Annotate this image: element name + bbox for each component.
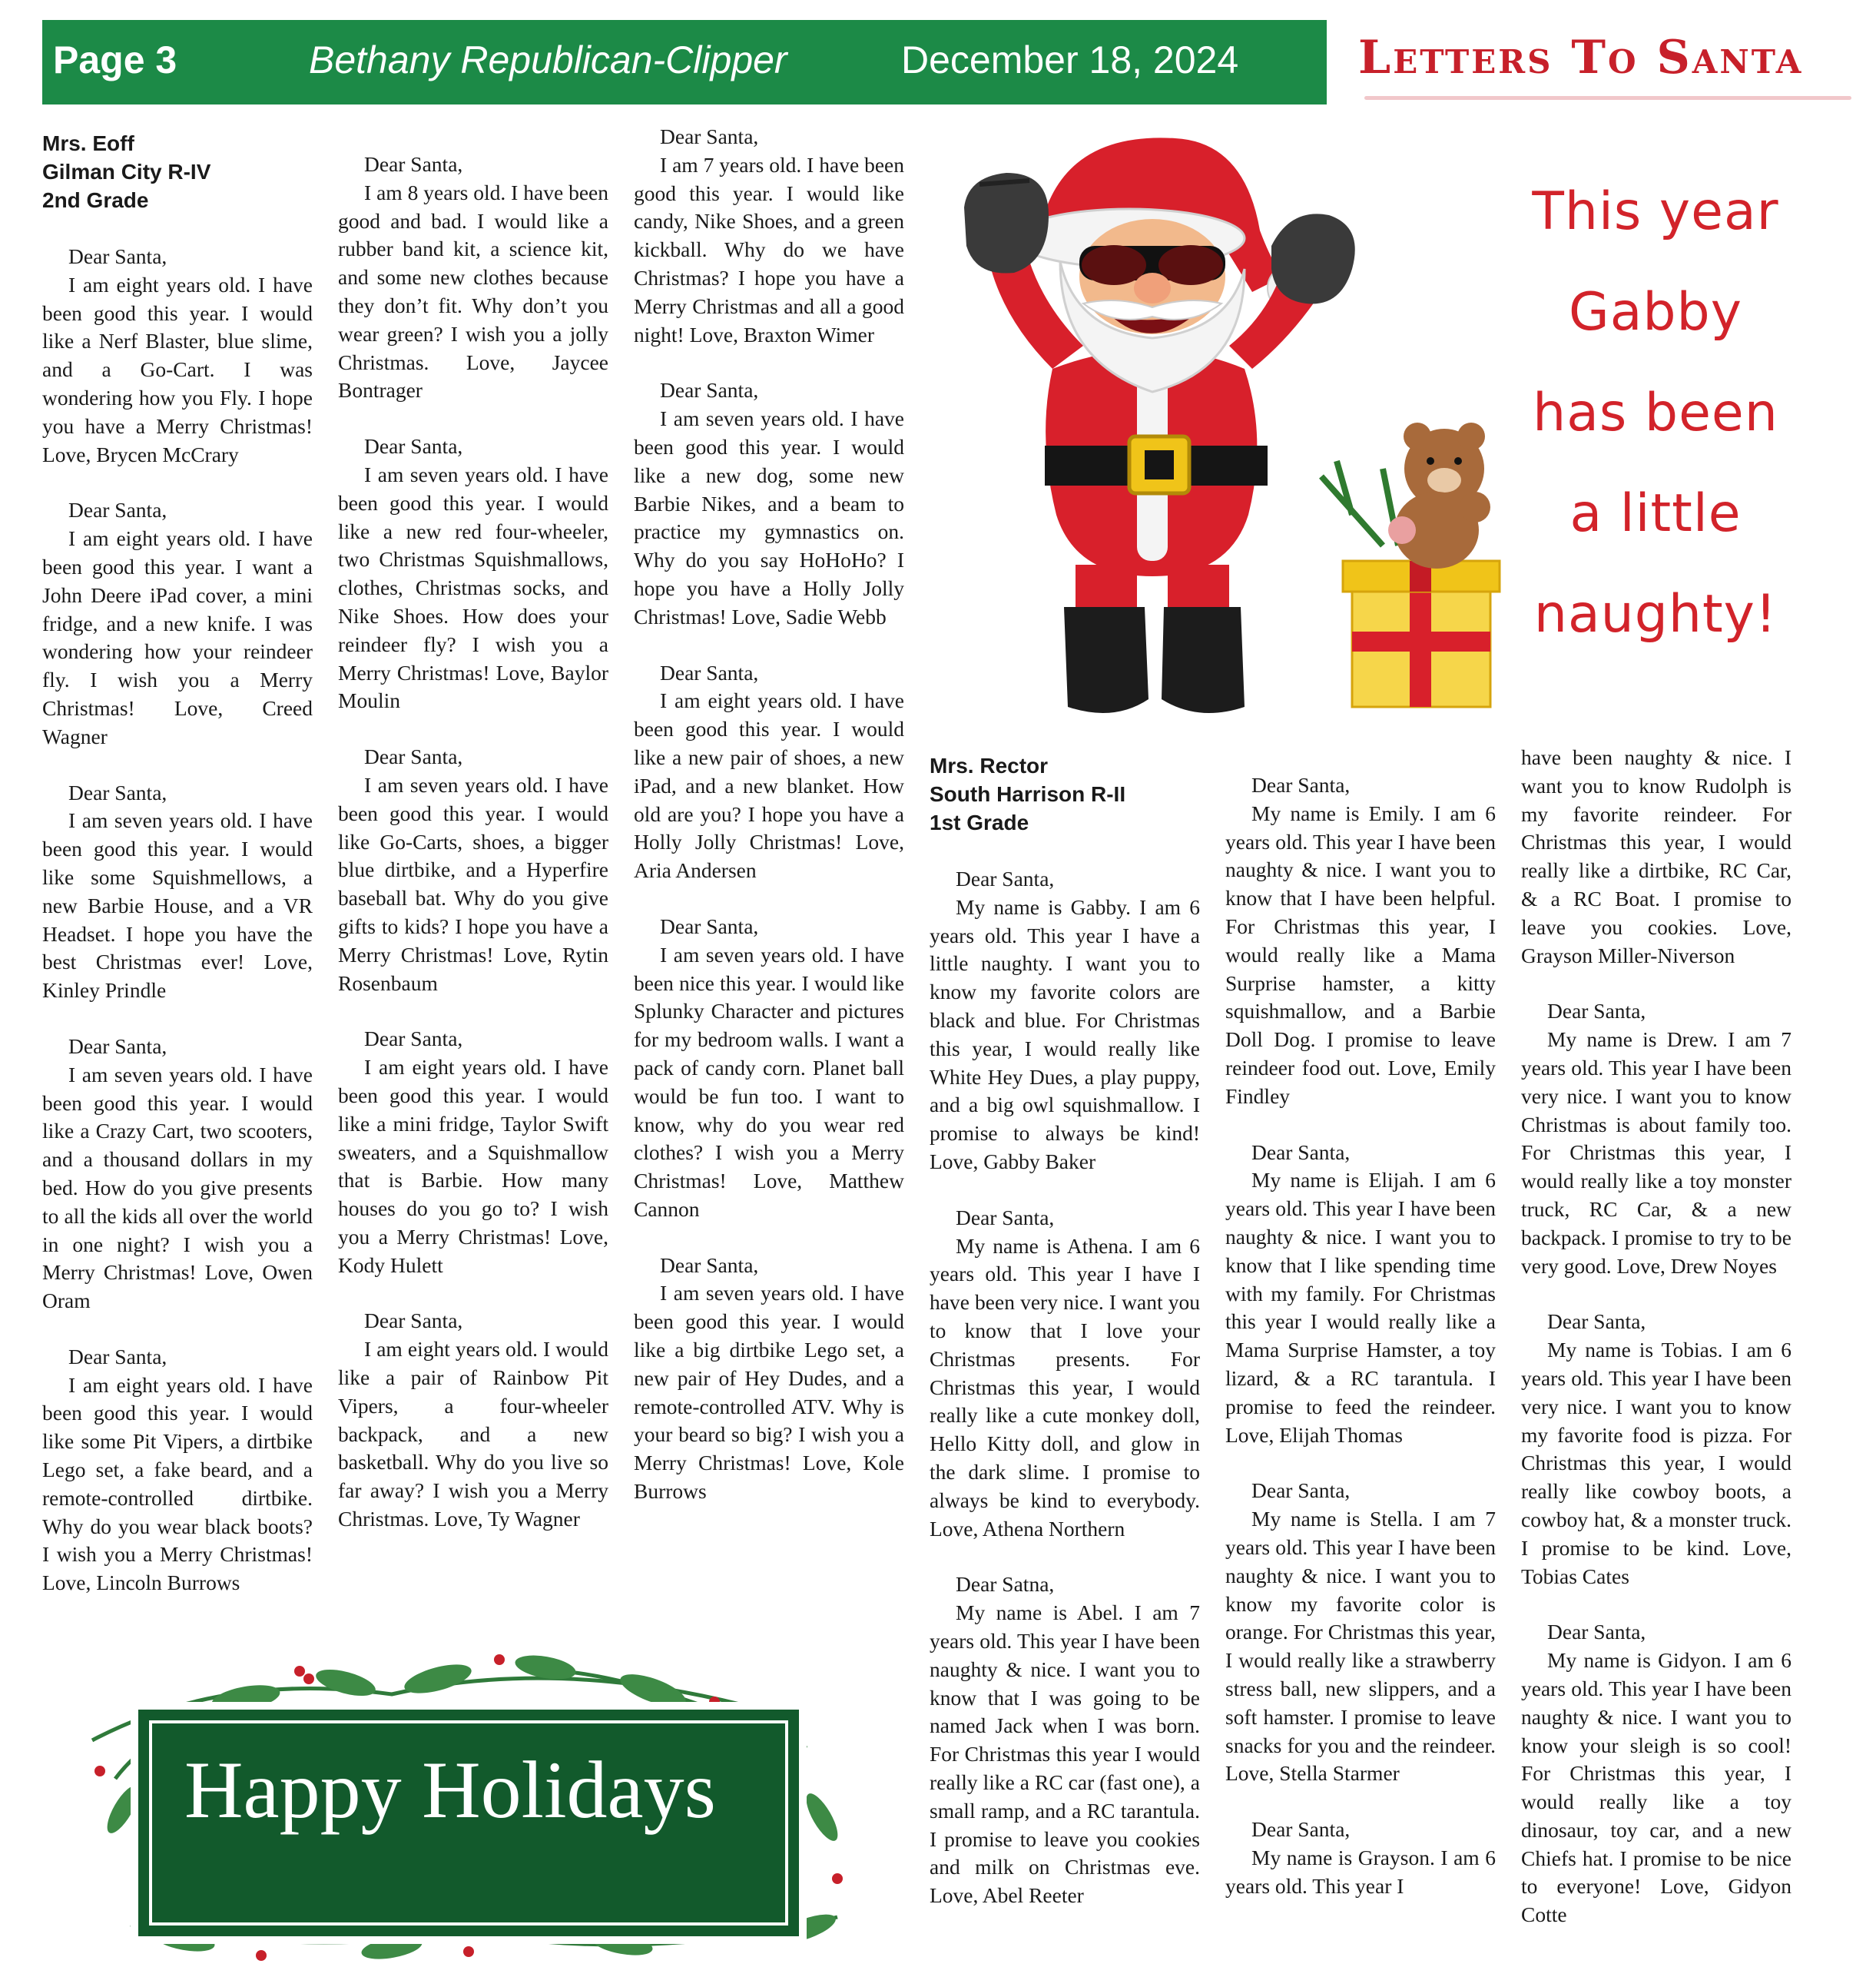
letter-body: I am eight years old. I have been good this year. I would like a Nerf Blaster, blue slime, and a Go-Cart. I was wondering how you Fly. I hope you have a Merry Christmas! Love, Brycen McCrary — [42, 272, 313, 466]
letter — [930, 865, 1200, 1176]
letter-body: My name is Abel. I am 7 years old. This year I have been naughty & nice. I want you to know that I was going to be named Jack when I was born. For Christmas this year I would really like a RC car (fast one), a small ramp, and a RC tarantula. I promise to leave you cookies and milk on Christmas eve. Love, Abel Reeter — [930, 1600, 1200, 1908]
letter — [42, 779, 313, 1005]
letter-salutation: Dear Santa, — [660, 660, 759, 685]
letter-salutation: Dear Santa, — [1251, 1139, 1351, 1164]
teacher-name: Mrs. Rector — [930, 754, 1049, 778]
letter-body: I am seven years old. I have been nice this year. I would like Splunky Character and pictures for my bedroom walls. I want a pack of candy corn. Planet ball would be fun too. I want to know, why do you wear red clothes? I wish you a Merry Christmas! Love, Matthew Cannon — [634, 942, 904, 1221]
letter — [338, 433, 608, 715]
note-line: naughty! — [1533, 584, 1778, 645]
letter-salutation: Dear Santa, — [956, 867, 1055, 891]
note-line: Gabby — [1569, 282, 1742, 343]
letter-salutation: Dear Santa, — [364, 745, 463, 769]
letter — [634, 913, 904, 1224]
letter-body: I am seven years old. I have been good this year. I would like Go-Carts, shoes, a bigger blue dirtbike, and a Hyperfire baseball bat. Why do you give gifts to kids? I hope you have a Merry Christmas! Love, Rytin Rosenbaum — [338, 772, 608, 995]
letter — [1225, 771, 1496, 1111]
letter-body: My name is Elijah. I am 6 years old. This year I have been naughty & nice. I want you to know that I like spending time with my family. For Christmas this year I would really like a Mama Surprise Hamster, a toy lizard, & a RC tarantula. I promise to feed the reindeer. Love, Elijah Thomas — [1225, 1168, 1496, 1447]
column-3 — [634, 123, 904, 1534]
letter-body: I am eight years old. I have been good this year. I want a John Deere iPad cover, a mini fridge, and a new knife. I was wondering how your reindeer fly. I wish you a Merry Christmas! Love, Creed Wagner — [42, 526, 313, 748]
note-line: a little — [1569, 483, 1742, 544]
letter-body: My name is Emily. I am 6 years old. This year I have been naughty & nice. I want you to know that I have been helpful. For Christmas this year, I would really like a Mama Surprise hamster, a kitty squishmallow, and a Barbie Doll Dog. I promise to leave reindeer food out. Love, Emily Findley — [1225, 801, 1496, 1108]
letter-body: have been naughty & nice. I want you to know Rudolph is my favorite reindeer. For Christmas this year, I would really like a dirtbike, RC Car, & a RC Boat. I promise to leave you cookies. Love, Grayson Miller-Niverson — [1521, 745, 1791, 967]
issue-date: December 18, 2024 — [901, 38, 1239, 81]
section-title: Letters To Santa — [1358, 23, 1858, 108]
letter-salutation: Dear Santa, — [956, 1205, 1055, 1229]
note-line: has been — [1533, 383, 1778, 443]
letter — [930, 1571, 1200, 1910]
letter-body: I am seven years old. I have been good this year. I would like some Squishmellows, a new Barbie House, and a VR Headset. I hope you have the best Christmas ever! Love, Kinley Prindle — [42, 808, 313, 1003]
column-6 — [1521, 744, 1791, 1957]
letter — [634, 1252, 904, 1506]
letter-salutation: Dear Santa, — [660, 124, 759, 148]
letter-body: I am 7 years old. I have been good this year. I would like candy, Nike Shoes, and a green kickball. Why do we have Christmas? I hope you have a Merry Christmas and all a good night! Love, Braxton Wimer — [634, 152, 904, 347]
column-5 — [1225, 771, 1496, 1928]
letter-salutation: Dear Santa, — [1547, 1309, 1646, 1334]
letter — [338, 1307, 608, 1533]
letter-salutation: Dear Santa, — [68, 780, 167, 804]
letter-salutation: Dear Santa, — [364, 1309, 463, 1333]
letter — [1225, 1139, 1496, 1450]
teacher-heading — [930, 751, 1200, 837]
letter-body: My name is Grayson. I am 6 years old. This year I — [1225, 1845, 1496, 1898]
letter — [42, 1033, 313, 1315]
letter-body: I am eight years old. I would like a pair of Rainbow Pit Vipers, a four-wheeler backpack, and a new basketball. Why do you live so far away? I wish you a Merry Christmas. Love, Ty Wagner — [338, 1337, 608, 1531]
column-4 — [930, 751, 1200, 1938]
letter — [1521, 1618, 1791, 1929]
letter-salutation: Dear Santa, — [1547, 999, 1646, 1023]
letter — [634, 376, 904, 631]
letter-body: I am eight years old. I have been good this year. I would like some Pit Vipers, a dirtbike Lego set, a fake beard, and a remote-controlled dirtbike. Why do you wear black boots? I wish you a Merry Christmas! Love, Lincoln Burrows — [42, 1372, 313, 1595]
teacher-heading — [42, 129, 313, 214]
santa-illustration — [922, 115, 1506, 738]
letter — [338, 151, 608, 405]
letter — [42, 1343, 313, 1597]
letter-salutation: Dear Satna, — [956, 1572, 1055, 1597]
letter-salutation: Dear Santa, — [68, 244, 167, 268]
letter — [338, 1025, 608, 1279]
letter-body: I am seven years old. I have been good this year. I would like a Crazy Cart, two scooters, and a thousand dollars in my bed. How do you give presents to all the kids all over the world in one night? I wish you a Merry Christmas! Love, Owen Oram — [42, 1062, 313, 1313]
letter-body: My name is Gidyon. I am 6 years old. This year I have been naughty & nice. I want you to know your sleigh is so cool! For Christmas this year, I would really like a toy dinosaur, toy car, and a new Chiefs hat. I promise to be nice to everyone! Love, Gidyon Cotte — [1521, 1648, 1791, 1927]
letter — [1521, 997, 1791, 1280]
letter — [930, 1204, 1200, 1544]
letter-body: I am eight years old. I have been good this year. I would like a new pair of shoes, a new iPad, and a new blanket. How old are you? I hope you have a Holly Jolly Christmas! Love, Aria Andersen — [634, 688, 904, 883]
letter-body: I am 8 years old. I have been good and bad. I would like a rubber band kit, a science kit, and some new clothes because they don’t fit. Why don’t you wear green? I wish you a jolly Christmas. Love, Jaycee Bontrager — [338, 180, 608, 403]
letter-body: I am seven years old. I have been good this year. I would like a new dog, some new Barbie Nikes, and a beam to practice my gymnastics on. Why do you say HoHoHo? I hope you have a Holly Jolly Christmas! Love, Sadie Webb — [634, 406, 904, 629]
letter-salutation: Dear Santa, — [364, 152, 463, 176]
letter — [42, 496, 313, 751]
letter-body: My name is Drew. I am 7 years old. This year I have been very nice. I want you to know Christmas is about family too. For Christmas this year, I would really like a toy monster truck, RC Car, & a new backpack. I promise to try to be very good. Love, Drew Noyes — [1521, 1027, 1791, 1278]
letter-body: I am seven years old. I have been good this year. I would like a big dirtbike Lego set, a new pair of Hey Dudes, and a remote-controlled ATV. Why is your beard so big? I wish you a Merry Christmas! Love, Kole Burrows — [634, 1281, 904, 1504]
letter — [42, 243, 313, 469]
teacher-name: Mrs. Eoff — [42, 131, 134, 155]
letter-salutation: Dear Santa, — [1251, 773, 1351, 797]
column-1 — [42, 129, 313, 1625]
grade-name: 1st Grade — [930, 811, 1029, 834]
happy-holidays-text: Happy Holidays — [184, 1745, 716, 1835]
letter-body: My name is Tobias. I am 6 years old. This year I have been very nice. I want you to know my favorite food is pizza. For Christmas this year, I would really like cowboy boots, a cowboy hat, & a monster truck. I promise to be kind. Love, Tobias Cates — [1521, 1338, 1791, 1588]
page-number: Page 3 — [53, 38, 177, 81]
letter-salutation: Dear Santa, — [364, 1027, 463, 1051]
letter-salutation: Dear Santa, — [68, 1344, 167, 1368]
letter-salutation: Dear Santa, — [1251, 1478, 1351, 1503]
letter-body: My name is Athena. I am 6 years old. This year I have I have been very nice. I want you to know that I love your Christmas presents. For Christmas this year, I would really like a cute monkey doll, Hello Kitty doll, and glow in the dark slime. I promise to always be kind to everybody. Love, Athena Northern — [930, 1233, 1200, 1541]
school-name: South Harrison R-II — [930, 782, 1126, 806]
letter — [1225, 1816, 1496, 1900]
letter-salutation: Dear Santa, — [660, 914, 759, 938]
note-line: This year — [1532, 181, 1779, 242]
letter-continued — [1521, 744, 1791, 970]
letter-salutation: Dear Santa, — [68, 1033, 167, 1058]
letter — [634, 659, 904, 885]
letter — [338, 743, 608, 997]
grade-name: 2nd Grade — [42, 188, 149, 212]
letter — [1225, 1477, 1496, 1788]
letter-body: My name is Stella. I am 7 years old. This year I have been naughty & nice. I want you to know my favorite color is orange. For Christmas this year, I would really like a strawberry stress ball, new slippers, and a soft hamster. I promise to leave snacks for you and the reindeer. Love, Stella Starmer — [1225, 1507, 1496, 1786]
letter-body: My name is Gabby. I am 6 years old. This year I have a little naughty. I want you to know my favorite colors are black and blue. For Christmas this year, I would really like White Hey Dues, a play puppy, and a big owl squishmallow. I promise to always be kind! Love, Gabby Baker — [930, 894, 1200, 1173]
letter — [1521, 1308, 1791, 1591]
letter — [634, 123, 904, 349]
letter-salutation: Dear Santa, — [68, 498, 167, 522]
letter-body: I am eight years old. I have been good this year. I would like a mini fridge, Taylor Swift sweaters, and a Squishmallow that is Barbie. How many houses do you go to? I wish you a Merry Christmas! Love, Kody Hulett — [338, 1055, 608, 1277]
letter-salutation: Dear Santa, — [660, 1252, 759, 1277]
letter-salutation: Dear Santa, — [660, 378, 759, 403]
naughty-note — [1510, 161, 1801, 665]
letter-salutation: Dear Santa, — [1251, 1817, 1351, 1842]
letter-salutation: Dear Santa, — [1547, 1620, 1646, 1644]
school-name: Gilman City R-IV — [42, 160, 211, 184]
header-bar — [42, 20, 1327, 104]
paper-name: Bethany Republican-Clipper — [309, 38, 787, 81]
letter-body: I am seven years old. I have been good this year. I would like a new red four-wheeler, two Christmas Squishmallows, clothes, Christmas socks, and Nike Shoes. How does your reindeer fly? I wish you a Merry Christmas! Love, Baylor Moulin — [338, 462, 608, 713]
letter-salutation: Dear Santa, — [364, 434, 463, 459]
column-2 — [338, 151, 608, 1561]
